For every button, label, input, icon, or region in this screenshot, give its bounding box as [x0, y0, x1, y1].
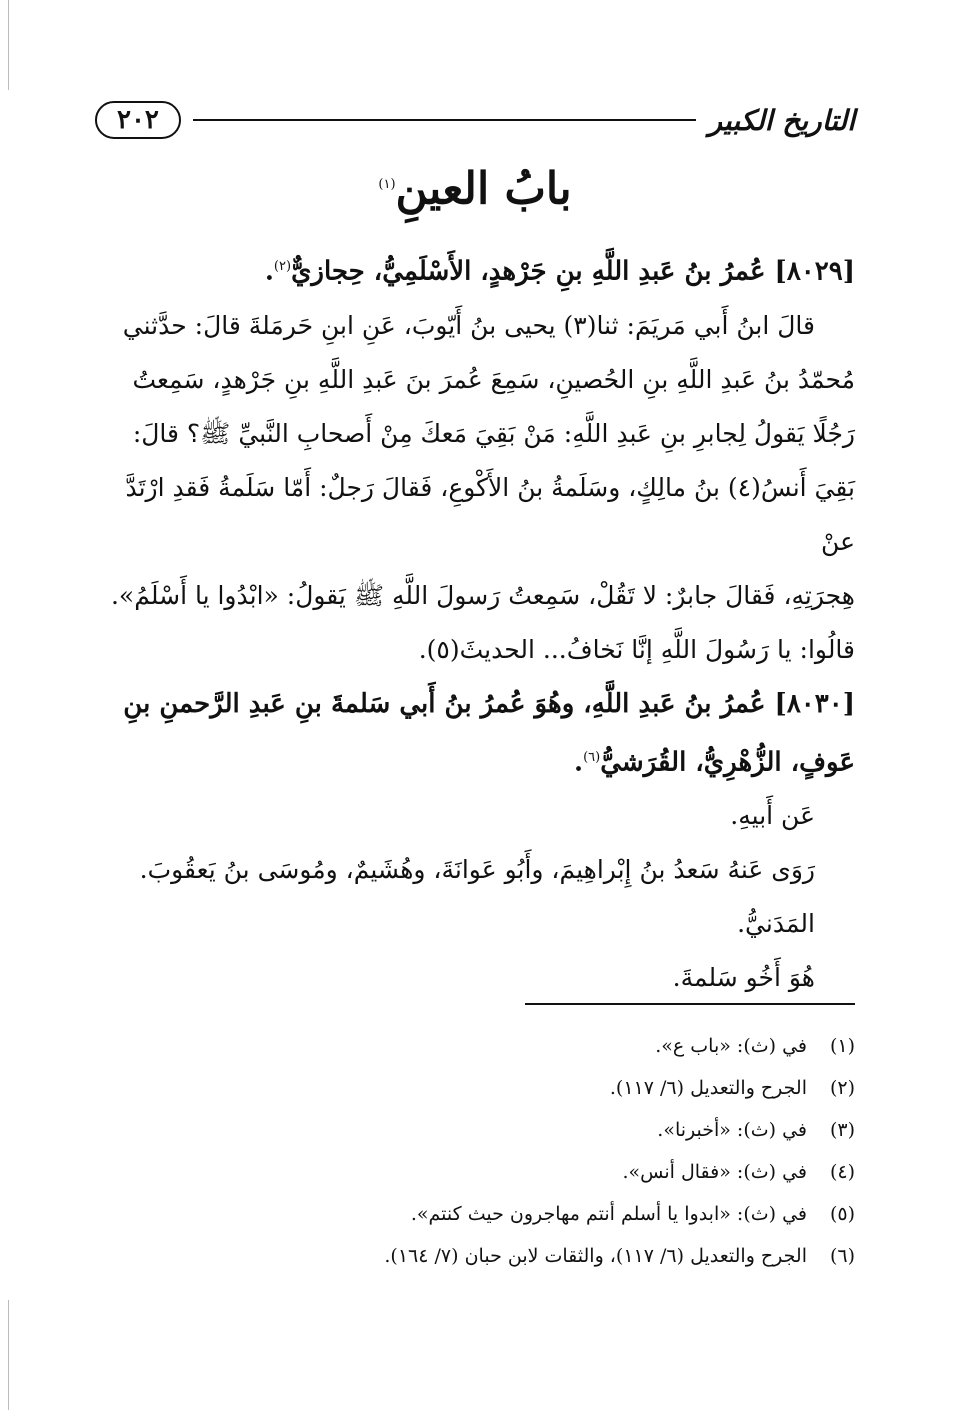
- entry-heading-text: [٨٠٢٩] عُمرُ بنُ عَبدِ اللَّهِ بنِ جَرْهدٍ، الأَسْلَمِيُّ، حِجازيٌّ: [291, 256, 855, 287]
- footnote: [95, 1235, 855, 1277]
- footnote-text: في (ث): «أخبرنا».: [657, 1119, 807, 1141]
- footnote: [95, 1025, 855, 1067]
- entry-heading: [95, 240, 855, 299]
- book-title: التاريخ الكبير: [708, 103, 855, 137]
- footnote-separator: [525, 1003, 855, 1005]
- footnote-text: الجرح والتعديل (٦/ ١١٧)، والثقات لابن حبان (٧/ ١٦٤).: [384, 1245, 807, 1267]
- footnote-number: (٤): [829, 1161, 855, 1183]
- text-line: قالُوا: يا رَسُولَ اللَّهِ إنَّا نَخافُ... الحديثَ(٥).: [418, 634, 855, 664]
- page-edge-line-top: [8, 0, 9, 90]
- footnote-number: (٢): [829, 1077, 855, 1099]
- footnotes: [95, 1025, 855, 1277]
- footnote: [95, 1109, 855, 1151]
- footnote-number: (٦): [829, 1245, 855, 1267]
- text-line: عَن أَبيهِ.: [730, 801, 815, 831]
- main-text: [95, 240, 855, 1005]
- entry-heading: [95, 677, 855, 790]
- text-line: هِجرَتِهِ، فَقالَ جابرٌ: لا تَقُلْ، سَمِعتُ رَسولَ اللَّهِ ﷺ يَقولُ: «ابْدُوا يا أَسْلَمُ».: [110, 580, 855, 610]
- footnote-number: (٣): [829, 1119, 855, 1141]
- entry-footnote-ref: (٢): [273, 259, 292, 274]
- footnote: [95, 1067, 855, 1109]
- text-line: هُوَ أَخُو سَلمةَ.: [672, 963, 815, 993]
- header-rule: [193, 119, 697, 121]
- footnote-text: الجرح والتعديل (٦/ ١١٧).: [609, 1077, 807, 1099]
- running-header: [95, 95, 855, 145]
- page-edge-line-bottom: [8, 1300, 9, 1410]
- page-number: ٢٠٢: [95, 101, 181, 139]
- footnote-text: في (ث): «ابدوا يا أسلم أنتم مهاجرون حيث كنتم».: [410, 1203, 807, 1225]
- chapter-footnote-ref: (١): [378, 177, 396, 192]
- footnote-text: في (ث): «فقال أنس».: [622, 1161, 807, 1183]
- footnote-number: (١): [829, 1035, 855, 1057]
- entry-footnote-ref: (٦): [583, 749, 601, 765]
- footnote-text: في (ث): «باب ع».: [655, 1035, 807, 1057]
- text-line: مُحمّدُ بنُ عَبدِ اللَّهِ بنِ الحُصينِ، سَمِعَ عُمرَ بنَ عَبدِ اللَّهِ بنِ جَرْهدٍ، سَمِعتُ: [132, 364, 855, 394]
- entry-heading-text: [٨٠٣٠] عُمرُ بنُ عَبدِ اللَّهِ، وهُوَ عُمرُ بنُ أَبي سَلمةَ بنِ عَبدِ الرَّحمنِ بنِ عَوفٍ، الزُّهْرِيُّ، القُرَشيُّ: [123, 688, 855, 778]
- footnote: [95, 1193, 855, 1235]
- chapter-title: [95, 150, 855, 225]
- footnote: [95, 1151, 855, 1193]
- text-line: رَوَى عَنهُ سَعدُ بنُ إِبْراهِيمَ، وأَبُو عَوانَةَ، وهُشَيمٌ، ومُوسَى بنُ يَعقُوبَ.: [139, 855, 815, 885]
- footnote-number: (٥): [829, 1203, 855, 1225]
- text-line: بَقِيَ أَنسُ(٤) بنُ مالِكٍ، وسَلَمةُ بنُ الأَكْوعِ، فَقالَ رَجلٌ: أَمّا سَلَمةُ فَقدِ ارْتَدَّ عنْ: [125, 472, 855, 556]
- entry-heading-end: .: [574, 747, 584, 778]
- text-line: رَجُلًا يَقولُ لِجابرِ بنِ عَبدِ اللَّهِ: مَنْ بَقِيَ مَعكَ مِنْ أَصحابِ النَّبيِّ ﷺ؟ قالَ:: [132, 418, 855, 448]
- entry-heading-end: .: [264, 256, 274, 287]
- chapter-title-text: بابُ العينِ: [395, 163, 572, 215]
- text-line: المَدَنيُّ.: [737, 909, 815, 939]
- text-line: قالَ ابنُ أَبي مَريَمَ: ثنا(٣) يحيى بنُ أَيّوبَ، عَنِ ابنِ حَرمَلةَ قالَ: حدَّثني: [122, 310, 815, 340]
